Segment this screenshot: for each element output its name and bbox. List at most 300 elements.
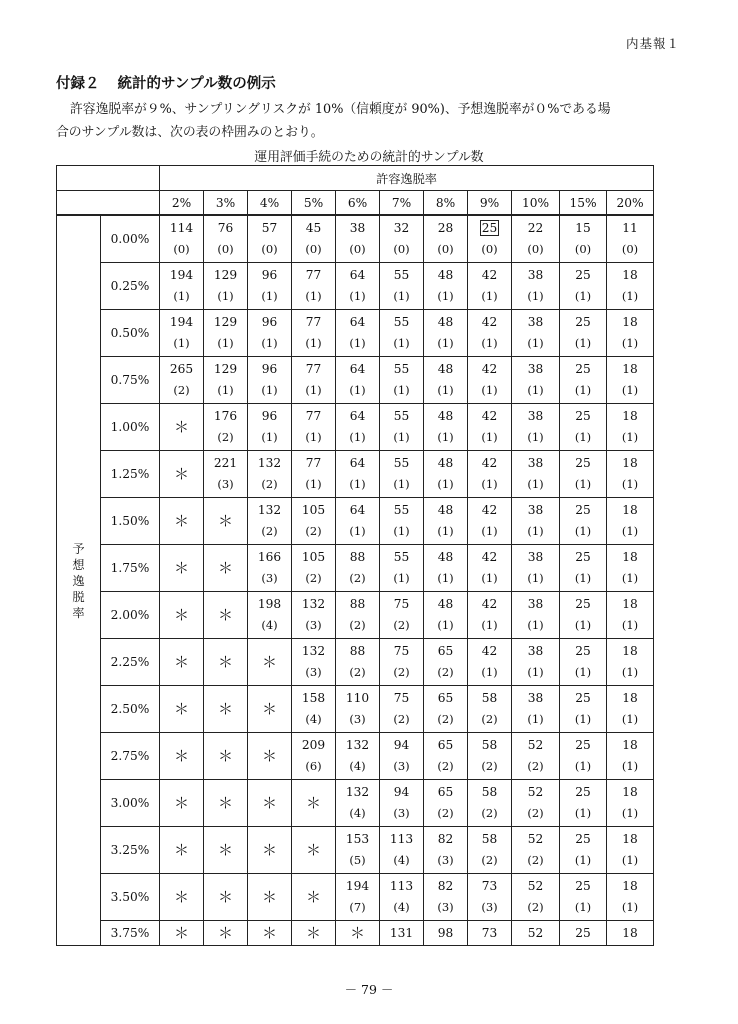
section-title: 統計的サンプル数の例示 xyxy=(117,76,276,92)
sample-cell xyxy=(380,404,424,451)
expected-deviations: (1) xyxy=(481,383,498,397)
sample-size: 52 xyxy=(527,832,544,846)
expected-deviations: (1) xyxy=(621,853,639,867)
sample-cell xyxy=(336,357,380,404)
sample-size: 25 xyxy=(575,362,591,376)
sample-size: 55 xyxy=(393,315,410,329)
sample-cell xyxy=(292,827,336,874)
expected-deviations: (1) xyxy=(437,289,454,303)
expected-deviations: (1) xyxy=(621,806,639,820)
not-applicable-mark: ＊ xyxy=(173,511,189,530)
row-label: 1.75% xyxy=(101,545,160,592)
sample-size: 131 xyxy=(389,925,414,940)
expected-deviations: (2) xyxy=(305,524,322,538)
expected-deviations: (1) xyxy=(527,618,544,632)
row-label: 1.00% xyxy=(101,404,160,451)
sample-cell xyxy=(380,733,424,780)
sample-cell xyxy=(607,639,654,686)
sample-size: 132 xyxy=(257,456,282,470)
sample-size: 38 xyxy=(527,503,544,517)
sample-size: 25 xyxy=(575,644,591,658)
sample-size: 18 xyxy=(622,597,638,611)
sample-cell xyxy=(560,545,607,592)
sample-size: 194 xyxy=(169,315,194,329)
sample-size: 38 xyxy=(527,315,544,329)
sample-cell xyxy=(607,498,654,545)
sample-size: 194 xyxy=(169,268,194,282)
sample-size: 221 xyxy=(213,456,238,470)
intro-line-2: 合のサンプル数は、次の表の枠囲みのとおり。 xyxy=(56,125,324,140)
expected-deviations: (1) xyxy=(173,289,190,303)
expected-deviations: (1) xyxy=(217,289,234,303)
expected-deviations: (1) xyxy=(481,665,498,679)
sample-size: 88 xyxy=(349,550,366,564)
expected-deviations: (2) xyxy=(393,618,410,632)
sample-cell xyxy=(512,310,560,357)
sample-cell xyxy=(160,545,204,592)
sample-size: 158 xyxy=(301,691,326,705)
sample-cell xyxy=(512,498,560,545)
row-group-header-char: 想 xyxy=(72,557,85,572)
sample-cell xyxy=(512,921,560,946)
sample-cell xyxy=(468,874,512,921)
expected-deviations: (3) xyxy=(437,900,454,914)
sample-size: 38 xyxy=(527,597,544,611)
expected-deviations: (1) xyxy=(437,571,454,585)
sample-cell xyxy=(560,215,607,263)
expected-deviations: (1) xyxy=(527,665,544,679)
sample-cell xyxy=(160,592,204,639)
sample-cell xyxy=(468,827,512,874)
not-applicable-mark: ＊ xyxy=(261,887,277,906)
table-row xyxy=(57,780,654,827)
row-label: 3.00% xyxy=(101,780,160,827)
expected-deviations: (1) xyxy=(621,571,639,585)
column-header: 9% xyxy=(468,191,512,216)
not-applicable-mark: ＊ xyxy=(261,840,277,859)
expected-deviations: (0) xyxy=(574,242,592,256)
sample-size: 25 xyxy=(575,879,591,893)
expected-deviations: (4) xyxy=(349,806,366,820)
sample-cell xyxy=(160,827,204,874)
sample-size: 18 xyxy=(622,879,638,893)
row-label: 3.25% xyxy=(101,827,160,874)
sample-cell xyxy=(204,827,248,874)
expected-deviations: (0) xyxy=(173,242,190,256)
sample-cell xyxy=(160,498,204,545)
expected-deviations: (1) xyxy=(481,430,498,444)
sample-size: 18 xyxy=(622,832,638,846)
section-heading xyxy=(56,72,276,93)
sample-cell xyxy=(336,733,380,780)
sample-cell xyxy=(292,874,336,921)
sample-cell xyxy=(292,215,336,263)
sample-size: 38 xyxy=(527,456,544,470)
column-header: 10% xyxy=(512,191,560,216)
sample-cell xyxy=(560,733,607,780)
document-reference: 内基報１ xyxy=(625,36,680,51)
sample-size: 48 xyxy=(437,597,454,611)
expected-deviations: (1) xyxy=(621,524,639,538)
sample-cell xyxy=(292,451,336,498)
column-group-header: 許容逸脱率 xyxy=(160,166,654,191)
row-group-header xyxy=(57,215,101,946)
expected-deviations: (1) xyxy=(527,712,544,726)
expected-deviations: (7) xyxy=(349,900,366,914)
sample-cell xyxy=(204,639,248,686)
sample-size: 96 xyxy=(261,362,278,376)
sample-size: 113 xyxy=(389,879,414,893)
intro-paragraph xyxy=(56,98,686,144)
sample-size: 75 xyxy=(393,644,410,658)
expected-deviations: (2) xyxy=(217,430,234,444)
sample-size-table xyxy=(56,165,654,946)
sample-size: 96 xyxy=(261,268,278,282)
sample-cell xyxy=(204,310,248,357)
table-row xyxy=(57,310,654,357)
sample-cell xyxy=(248,874,292,921)
sample-size: 38 xyxy=(527,691,544,705)
expected-deviations: (1) xyxy=(393,571,410,585)
sample-cell xyxy=(468,733,512,780)
sample-size: 18 xyxy=(622,503,638,517)
sample-size: 110 xyxy=(345,691,370,705)
sample-cell xyxy=(292,592,336,639)
sample-cell xyxy=(468,686,512,733)
sample-size: 64 xyxy=(349,362,366,376)
expected-deviations: (1) xyxy=(621,383,639,397)
sample-cell xyxy=(336,874,380,921)
expected-deviations: (1) xyxy=(481,571,498,585)
sample-size: 153 xyxy=(345,832,370,846)
sample-size: 18 xyxy=(622,785,638,799)
expected-deviations: (4) xyxy=(393,853,410,867)
column-header: 6% xyxy=(336,191,380,216)
sample-size: 48 xyxy=(437,315,454,329)
sample-cell xyxy=(512,215,560,263)
sample-size: 76 xyxy=(217,221,234,235)
expected-deviations: (1) xyxy=(574,853,592,867)
sample-size: 55 xyxy=(393,456,410,470)
sample-size: 42 xyxy=(481,409,498,423)
expected-deviations: (1) xyxy=(305,289,322,303)
column-header: 8% xyxy=(424,191,468,216)
sample-cell xyxy=(160,780,204,827)
not-applicable-mark: ＊ xyxy=(261,923,277,942)
sample-cell xyxy=(160,404,204,451)
sample-size: 42 xyxy=(481,268,498,282)
not-applicable-mark: ＊ xyxy=(217,558,233,577)
sample-cell xyxy=(607,874,654,921)
intro-line-1: 許容逸脱率が９%、サンプリングリスクが 10%（信頼度が 90%)、予想逸脱率が０%である場 xyxy=(70,102,611,117)
expected-deviations: (4) xyxy=(349,759,366,773)
sample-cell xyxy=(560,592,607,639)
sample-size: 42 xyxy=(481,503,498,517)
not-applicable-mark: ＊ xyxy=(217,652,233,671)
sample-size: 77 xyxy=(305,315,322,329)
sample-size: 105 xyxy=(301,550,326,564)
expected-deviations: (1) xyxy=(574,665,592,679)
table-row xyxy=(57,545,654,592)
not-applicable-mark: ＊ xyxy=(173,558,189,577)
sample-size: 114 xyxy=(169,221,194,235)
sample-size: 38 xyxy=(527,362,544,376)
expected-deviations: (0) xyxy=(305,242,322,256)
row-label: 2.25% xyxy=(101,639,160,686)
sample-cell xyxy=(607,686,654,733)
sample-cell xyxy=(204,921,248,946)
sample-cell xyxy=(424,404,468,451)
not-applicable-mark: ＊ xyxy=(305,840,321,859)
sample-size: 194 xyxy=(345,879,370,893)
sample-cell xyxy=(607,827,654,874)
sample-cell xyxy=(512,263,560,310)
sample-size: 75 xyxy=(393,691,410,705)
sample-size: 57 xyxy=(261,221,278,235)
table-row xyxy=(57,498,654,545)
sample-cell xyxy=(380,639,424,686)
sample-cell xyxy=(336,686,380,733)
expected-deviations: (1) xyxy=(574,759,592,773)
sample-cell xyxy=(424,263,468,310)
sample-cell xyxy=(468,780,512,827)
row-group-header-char: 逸 xyxy=(72,573,85,588)
sample-size: 18 xyxy=(622,315,638,329)
not-applicable-mark: ＊ xyxy=(217,746,233,765)
expected-deviations: (0) xyxy=(527,242,544,256)
sample-size: 64 xyxy=(349,409,366,423)
sample-cell xyxy=(160,263,204,310)
sample-cell xyxy=(248,639,292,686)
sample-cell xyxy=(292,921,336,946)
sample-cell xyxy=(607,592,654,639)
expected-deviations: (4) xyxy=(305,712,322,726)
sample-cell xyxy=(248,686,292,733)
expected-deviations: (2) xyxy=(527,900,544,914)
table-row xyxy=(57,686,654,733)
row-group-header-char: 率 xyxy=(72,605,85,620)
sample-cell xyxy=(336,263,380,310)
sample-cell xyxy=(204,263,248,310)
sample-size: 32 xyxy=(393,221,410,235)
sample-size: 132 xyxy=(345,738,370,752)
sample-cell xyxy=(380,451,424,498)
sample-size: 42 xyxy=(481,315,498,329)
sample-size: 88 xyxy=(349,644,366,658)
expected-deviations: (1) xyxy=(574,477,592,491)
sample-cell xyxy=(560,357,607,404)
row-label: 0.00% xyxy=(101,215,160,263)
sample-size: 52 xyxy=(527,925,544,940)
expected-deviations: (1) xyxy=(173,336,190,350)
sample-cell xyxy=(468,451,512,498)
expected-deviations: (2) xyxy=(393,712,410,726)
sample-cell xyxy=(160,310,204,357)
table-row xyxy=(57,874,654,921)
sample-cell xyxy=(607,215,654,263)
expected-deviations: (1) xyxy=(621,665,639,679)
expected-deviations: (1) xyxy=(621,289,639,303)
sample-cell xyxy=(380,827,424,874)
expected-deviations: (1) xyxy=(349,524,366,538)
sample-size: 55 xyxy=(393,268,410,282)
sample-cell xyxy=(336,498,380,545)
sample-size: 25 xyxy=(575,503,591,517)
sample-size: 73 xyxy=(481,925,498,940)
sample-cell xyxy=(204,215,248,263)
row-label: 3.75% xyxy=(101,921,160,946)
sample-cell xyxy=(424,686,468,733)
sample-cell xyxy=(292,263,336,310)
expected-deviations: (1) xyxy=(217,383,234,397)
expected-deviations: (1) xyxy=(621,430,639,444)
table-row xyxy=(57,639,654,686)
sample-cell xyxy=(380,310,424,357)
not-applicable-mark: ＊ xyxy=(261,652,277,671)
expected-deviations: (2) xyxy=(173,383,190,397)
expected-deviations: (1) xyxy=(349,383,366,397)
sample-size: 48 xyxy=(437,456,454,470)
not-applicable-mark: ＊ xyxy=(173,746,189,765)
sample-size: 55 xyxy=(393,362,410,376)
sample-cell xyxy=(336,545,380,592)
expected-deviations: (1) xyxy=(393,289,410,303)
sample-size: 65 xyxy=(437,644,454,658)
sample-size: 48 xyxy=(437,503,454,517)
sample-cell xyxy=(380,592,424,639)
sample-size: 105 xyxy=(301,503,326,517)
expected-deviations: (3) xyxy=(393,759,410,773)
sample-size: 25 xyxy=(575,785,591,799)
sample-cell xyxy=(248,921,292,946)
sample-cell xyxy=(204,404,248,451)
table-row xyxy=(57,357,654,404)
sample-size: 22 xyxy=(527,221,544,235)
sample-cell xyxy=(336,639,380,686)
table-row xyxy=(57,404,654,451)
expected-deviations: (0) xyxy=(437,242,454,256)
sample-cell xyxy=(512,733,560,780)
expected-deviations: (1) xyxy=(621,618,639,632)
sample-cell xyxy=(607,310,654,357)
sample-size: 25 xyxy=(575,409,591,423)
sample-cell xyxy=(292,780,336,827)
expected-deviations: (1) xyxy=(527,477,544,491)
not-applicable-mark: ＊ xyxy=(173,887,189,906)
row-label: 1.25% xyxy=(101,451,160,498)
expected-deviations: (1) xyxy=(481,524,498,538)
sample-cell xyxy=(336,404,380,451)
sample-cell xyxy=(512,874,560,921)
sample-cell xyxy=(336,921,380,946)
sample-size: 25 xyxy=(575,691,591,705)
sample-size: 42 xyxy=(481,597,498,611)
sample-size: 58 xyxy=(481,785,498,799)
expected-deviations: (1) xyxy=(574,289,592,303)
not-applicable-mark: ＊ xyxy=(217,793,233,812)
sample-size: 132 xyxy=(257,503,282,517)
sample-cell xyxy=(607,451,654,498)
not-applicable-mark: ＊ xyxy=(173,923,189,942)
sample-cell xyxy=(248,404,292,451)
expected-deviations: (1) xyxy=(574,900,592,914)
sample-cell xyxy=(424,451,468,498)
row-label: 0.25% xyxy=(101,263,160,310)
expected-deviations: (1) xyxy=(437,336,454,350)
sample-size: 65 xyxy=(437,785,454,799)
sample-cell xyxy=(560,827,607,874)
sample-cell xyxy=(424,545,468,592)
expected-deviations: (1) xyxy=(305,477,322,491)
expected-deviations: (2) xyxy=(527,759,544,773)
row-group-header-char: 予 xyxy=(72,541,85,556)
not-applicable-mark: ＊ xyxy=(305,887,321,906)
sample-size: 77 xyxy=(305,456,322,470)
sample-size: 18 xyxy=(622,644,638,658)
sample-cell xyxy=(560,780,607,827)
expected-deviations: (1) xyxy=(621,759,639,773)
expected-deviations: (4) xyxy=(261,618,278,632)
column-header: 7% xyxy=(380,191,424,216)
expected-deviations: (2) xyxy=(261,524,278,538)
sample-size: 25 xyxy=(575,315,591,329)
expected-deviations: (1) xyxy=(217,336,234,350)
sample-size: 73 xyxy=(481,879,498,893)
expected-deviations: (2) xyxy=(481,759,498,773)
expected-deviations: (3) xyxy=(305,665,322,679)
expected-deviations: (1) xyxy=(621,336,639,350)
expected-deviations: (1) xyxy=(393,430,410,444)
row-group-header-char: 脱 xyxy=(72,589,85,604)
expected-deviations: (1) xyxy=(349,430,366,444)
not-applicable-mark: ＊ xyxy=(217,699,233,718)
not-applicable-mark: ＊ xyxy=(261,793,277,812)
expected-deviations: (2) xyxy=(527,853,544,867)
sample-cell xyxy=(248,592,292,639)
sample-cell xyxy=(607,357,654,404)
expected-deviations: (2) xyxy=(437,712,454,726)
sample-cell xyxy=(248,498,292,545)
sample-cell xyxy=(160,921,204,946)
sample-cell xyxy=(248,827,292,874)
sample-cell xyxy=(468,404,512,451)
sample-cell xyxy=(424,357,468,404)
sample-size: 129 xyxy=(213,268,238,282)
section-number: 付録２ xyxy=(56,76,100,92)
sample-size: 42 xyxy=(481,362,498,376)
row-label: 2.75% xyxy=(101,733,160,780)
sample-size: 176 xyxy=(213,409,238,423)
sample-size: 45 xyxy=(305,221,322,235)
table-row xyxy=(57,733,654,780)
expected-deviations: (1) xyxy=(349,336,366,350)
table-row xyxy=(57,827,654,874)
sample-cell xyxy=(560,310,607,357)
not-applicable-mark: ＊ xyxy=(173,793,189,812)
expected-deviations: (1) xyxy=(527,571,544,585)
expected-deviations: (1) xyxy=(574,383,592,397)
sample-cell xyxy=(468,498,512,545)
sample-size: 48 xyxy=(437,409,454,423)
expected-deviations: (1) xyxy=(574,430,592,444)
sample-cell xyxy=(512,545,560,592)
expected-deviations: (1) xyxy=(437,430,454,444)
expected-deviations: (2) xyxy=(527,806,544,820)
sample-cell xyxy=(336,780,380,827)
sample-cell xyxy=(512,357,560,404)
sample-size: 94 xyxy=(393,738,410,752)
not-applicable-mark: ＊ xyxy=(217,923,233,942)
